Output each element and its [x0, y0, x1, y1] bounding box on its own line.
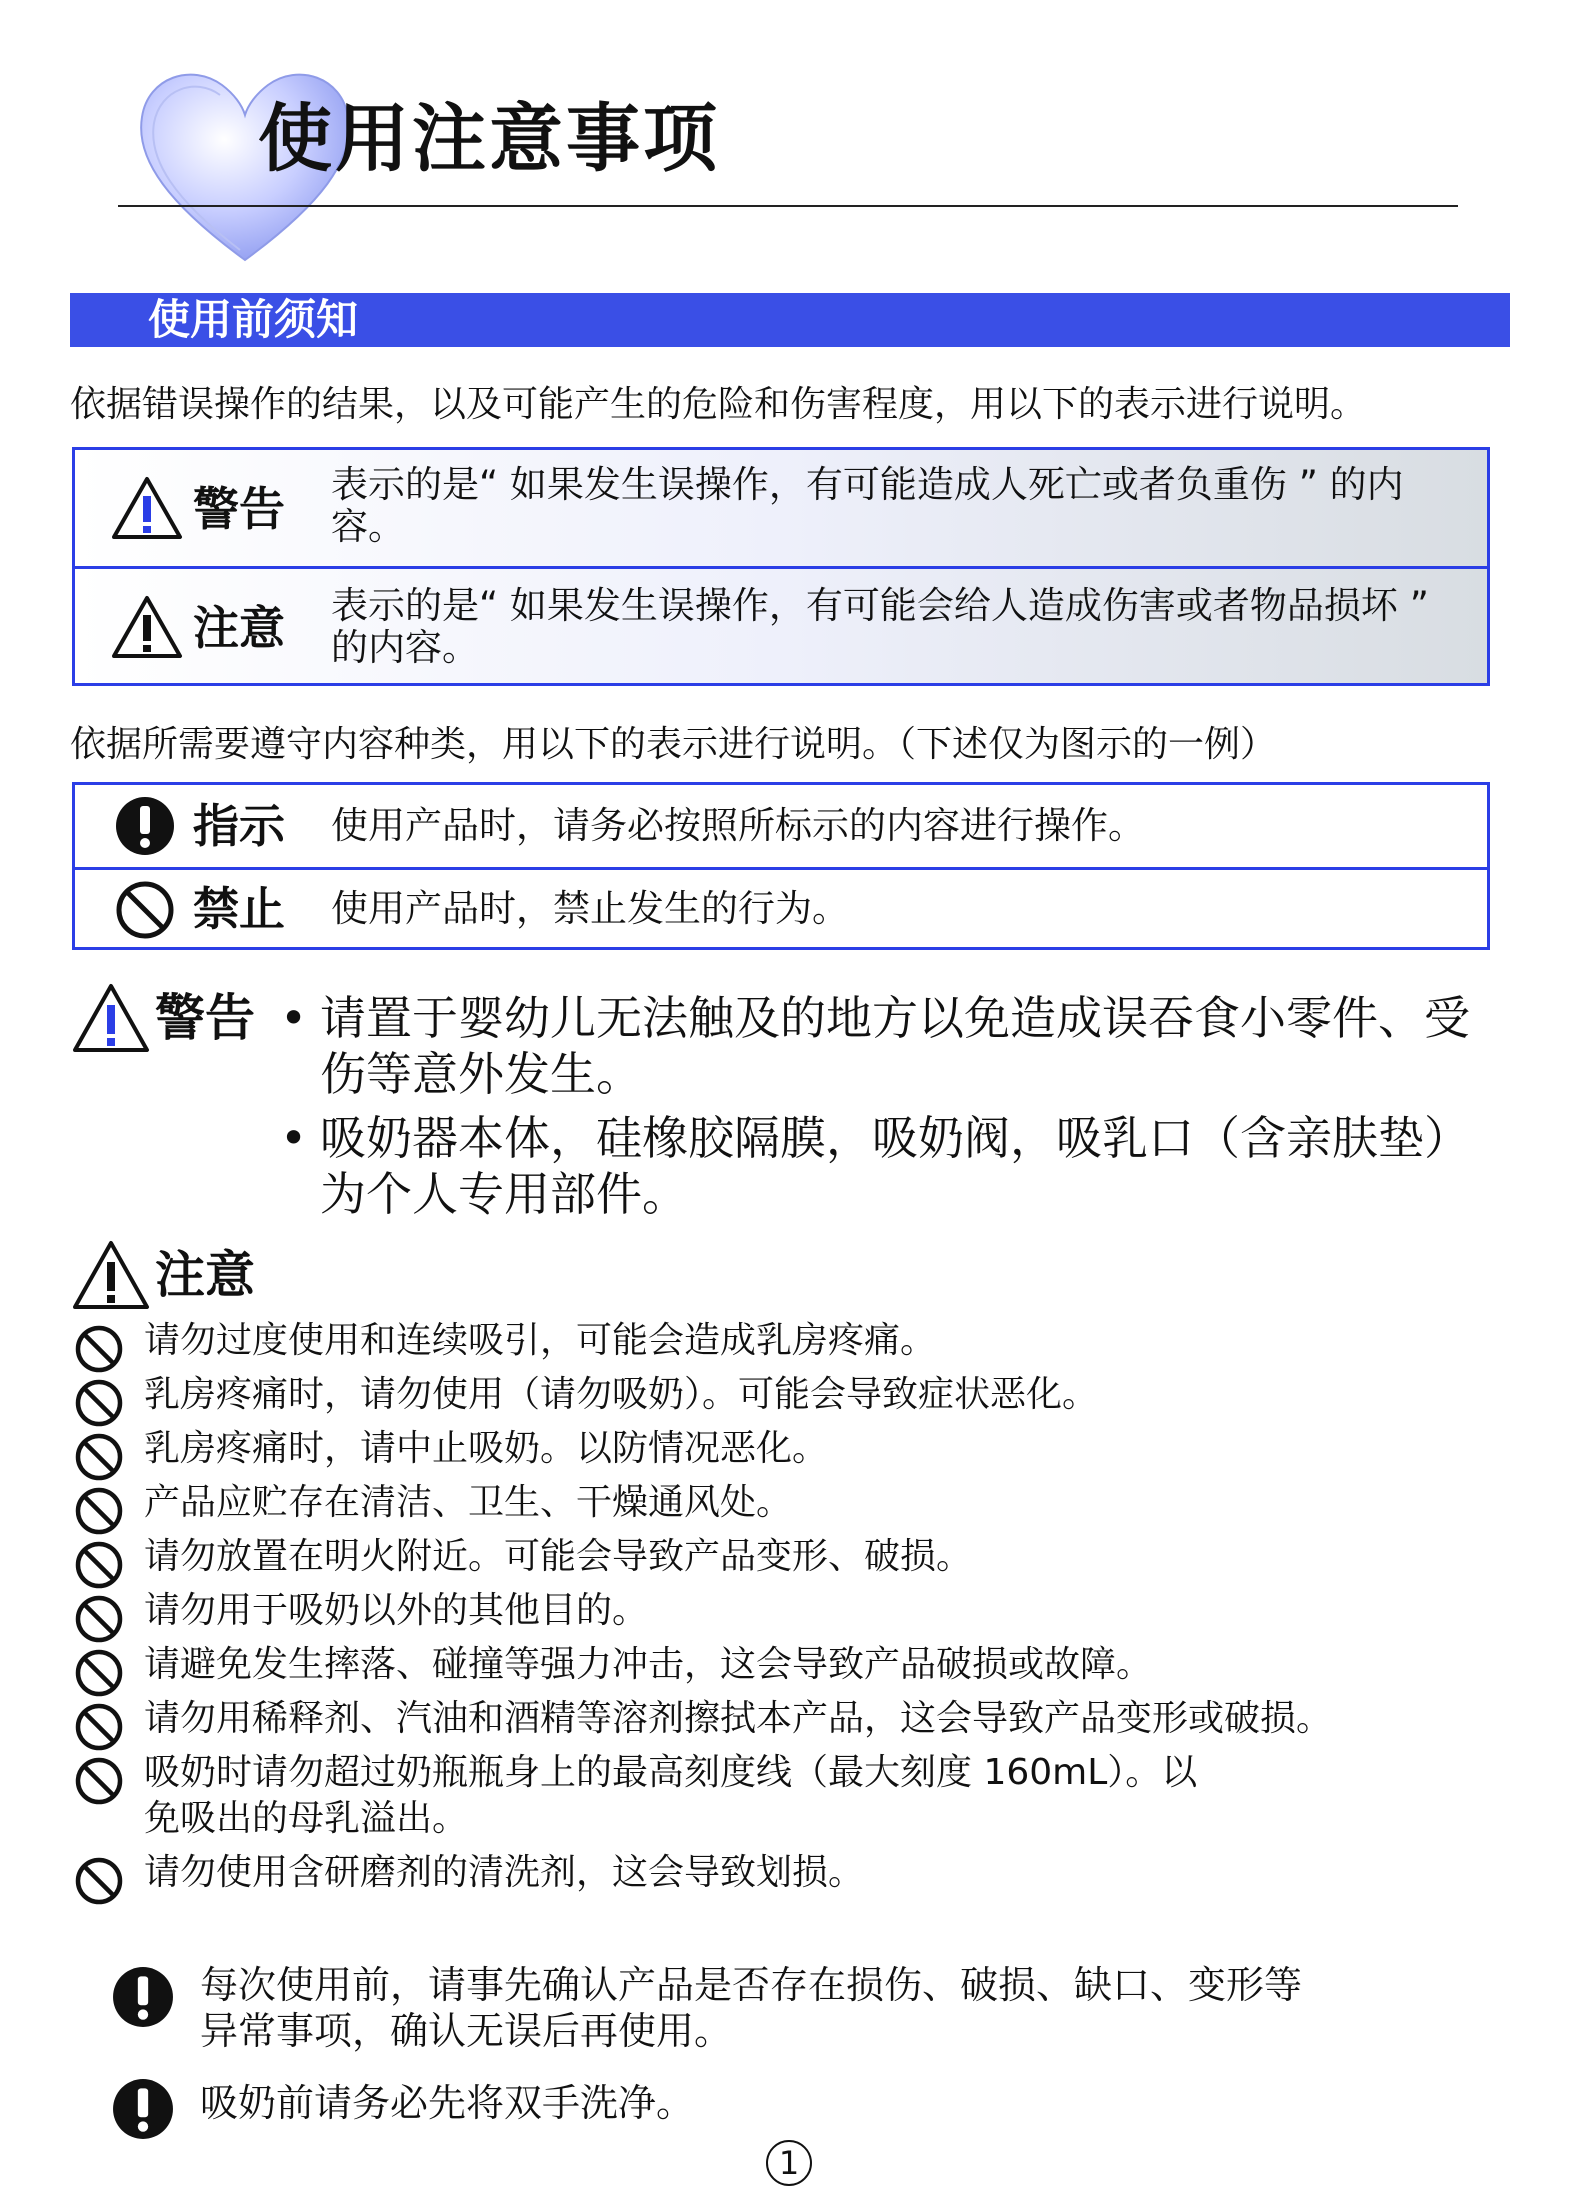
warning-triangle-icon: [111, 595, 183, 659]
prohibition-icon: [74, 1540, 124, 1590]
legend-caution-desc: 表示的是“ 如果发生误操作，有可能会给人造成伤害或者物品损坏 ” 的内容。: [331, 584, 1429, 669]
warning-item: • 请置于婴幼儿无法触及的地方以免造成误吞食小零件、受伤等意外发生。: [280, 991, 1470, 1101]
caution-list: [72, 1318, 1492, 1904]
requirement-item: 每次使用前，请事先确认产品是否存在损伤、破损、缺口、变形等异常事项，确认无误后再使用。: [112, 1962, 1412, 2054]
caution-heading: 注意: [155, 1246, 255, 1304]
warning-triangle-icon: [72, 1240, 150, 1310]
severity-legend-box: [72, 447, 1490, 686]
legend-row-prohibited: [75, 867, 1487, 947]
intro-type: 依据所需要遵守内容种类，用以下的表示进行说明。（下述仅为图示的一例）: [70, 724, 1277, 765]
section-title: 使用前须知: [148, 295, 359, 344]
prohibition-icon: [74, 1756, 124, 1806]
warning-heading: 警告: [155, 989, 255, 1047]
legend-prohibited-desc: 使用产品时，禁止发生的行为。: [331, 887, 849, 930]
requirement-item: 吸奶前请务必先将双手洗净。: [112, 2074, 1412, 2126]
warning-triangle-blue-icon: [72, 983, 150, 1053]
mandatory-exclamation-icon: [112, 2078, 174, 2140]
prohibition-icon: [74, 1378, 124, 1428]
caution-item: 请勿用于吸奶以外的其他目的。: [72, 1588, 1492, 1634]
prohibition-icon: [74, 1432, 124, 1482]
caution-item: 产品应贮存在清洁、卫生、干燥通风处。: [72, 1480, 1492, 1526]
legend-caution-label: 注意: [193, 601, 285, 655]
legend-warning-label: 警告: [193, 482, 285, 536]
caution-item: 请勿过度使用和连续吸引，可能会造成乳房疼痛。: [72, 1318, 1492, 1364]
type-legend-box: [72, 782, 1490, 950]
legend-prohibited-label: 禁止: [193, 882, 285, 936]
legend-row-caution: [75, 566, 1487, 683]
title-divider: [118, 205, 1458, 207]
caution-item: 请勿放置在明火附近。可能会导致产品变形、破损。: [72, 1534, 1492, 1580]
legend-mandatory-label: 指示: [193, 799, 285, 853]
legend-row-mandatory: [75, 785, 1487, 867]
intro-severity: 依据错误操作的结果，以及可能产生的危险和伤害程度，用以下的表示进行说明。: [70, 384, 1367, 425]
legend-warning-desc: 表示的是“ 如果发生误操作，有可能造成人死亡或者负重伤 ” 的内容。: [331, 463, 1404, 548]
prohibition-icon: [74, 1486, 124, 1536]
caution-item: 请勿用稀释剂、汽油和酒精等溶剂擦拭本产品，这会导致产品变形或破损。: [72, 1696, 1492, 1742]
section-header-bar: [70, 293, 1510, 347]
legend-row-warning: [75, 450, 1487, 566]
bullet-dot: •: [280, 1111, 308, 1165]
page-title: 使用注意事项: [258, 96, 720, 182]
caution-item: 乳房疼痛时，请中止吸奶。以防情况恶化。: [72, 1426, 1492, 1472]
mandatory-exclamation-icon: [115, 796, 175, 856]
prohibition-icon: [74, 1856, 124, 1906]
prohibition-icon: [74, 1594, 124, 1644]
mandatory-exclamation-icon: [112, 1966, 174, 2028]
prohibition-icon: [74, 1324, 124, 1374]
prohibition-icon: [74, 1648, 124, 1698]
caution-item: 吸奶时请勿超过奶瓶瓶身上的最高刻度线（最大刻度 160mL）。以免吸出的母乳溢出。: [72, 1750, 1224, 1842]
bullet-dot: •: [280, 991, 308, 1045]
caution-item: 乳房疼痛时，请勿使用（请勿吸奶）。可能会导致症状恶化。: [72, 1372, 1492, 1418]
warning-item: • 吸奶器本体，硅橡胶隔膜，吸奶阀，吸乳口（含亲肤垫）为个人专用部件。: [280, 1111, 1470, 1221]
page-number: 1: [766, 2140, 812, 2186]
prohibition-icon: [115, 880, 175, 940]
caution-item: 请避免发生摔落、碰撞等强力冲击，这会导致产品破损或故障。: [72, 1642, 1492, 1688]
legend-mandatory-desc: 使用产品时，请务必按照所标示的内容进行操作。: [331, 804, 1145, 847]
caution-item: 请勿使用含研磨剂的清洗剂，这会导致划损。: [72, 1850, 1492, 1896]
prohibition-icon: [74, 1702, 124, 1752]
warning-triangle-blue-icon: [111, 476, 183, 540]
